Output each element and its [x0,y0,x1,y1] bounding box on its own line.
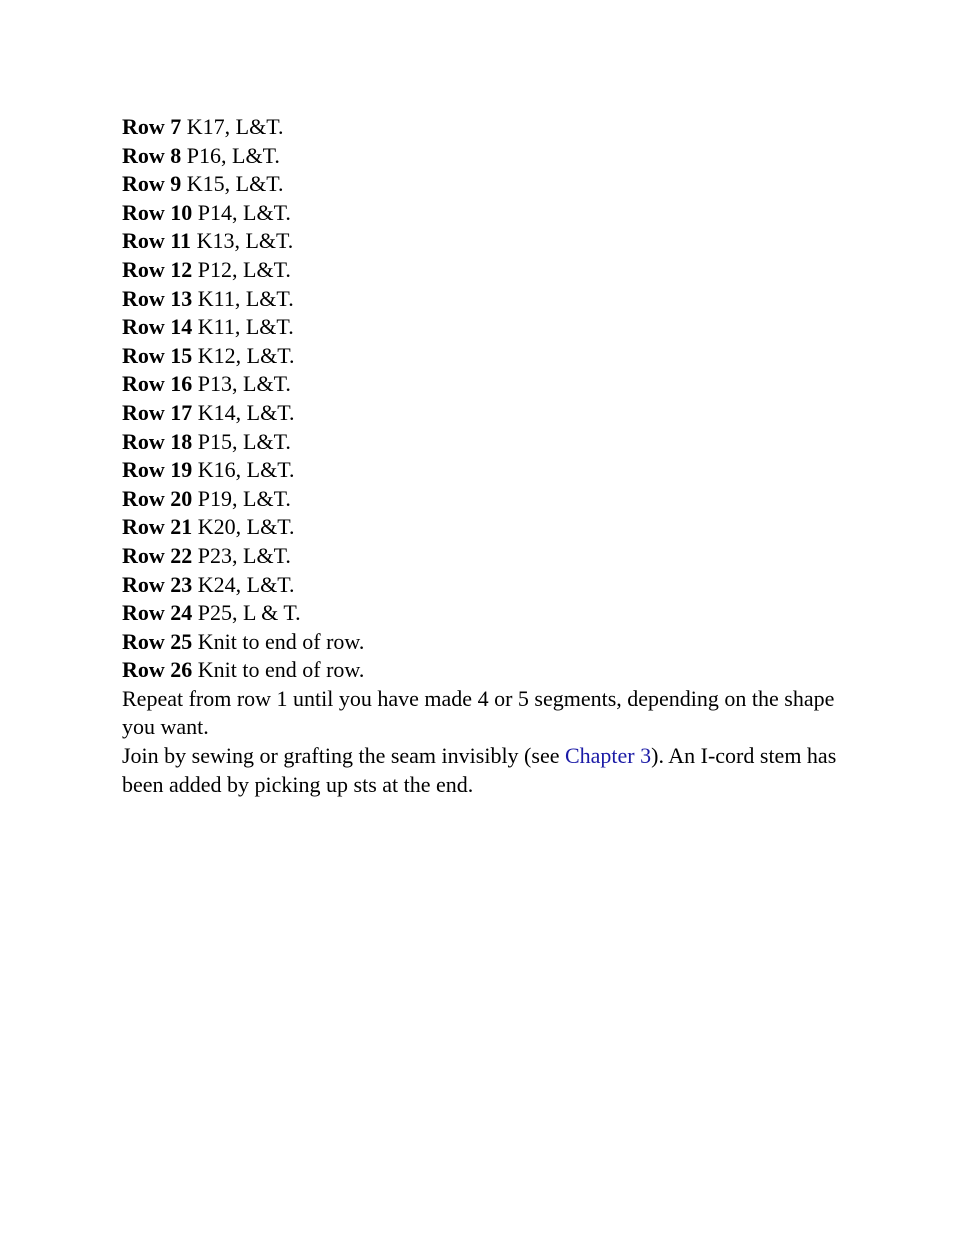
row-text: P15, L&T. [197,428,291,454]
row-label: Row 15 [122,342,193,368]
row-text: Knit to end of row. [197,657,365,683]
row-label: Row 7 [122,114,182,139]
row-label: Row 20 [122,485,193,511]
row-instruction [122,428,862,457]
row-text: P14, L&T. [197,199,291,225]
row-label: Row 13 [122,285,193,311]
join-paragraph [122,742,862,799]
row-label: Row 22 [122,542,193,568]
row-instruction [122,571,862,600]
row-label: Row 11 [122,228,192,254]
row-instructions [122,113,862,685]
row-text: K24, L&T. [197,571,295,597]
row-instruction [122,456,862,485]
row-label: Row 9 [122,171,182,197]
row-text: K16, L&T. [197,457,295,483]
row-instruction [122,199,862,228]
row-label: Row 17 [122,399,193,425]
row-label: Row 23 [122,571,193,597]
row-text: K14, L&T. [197,399,295,425]
row-label: Row 26 [122,657,193,683]
row-instruction [122,628,862,657]
row-label: Row 8 [122,142,182,168]
row-text: K15, L&T. [186,171,284,197]
row-instruction [122,656,862,685]
row-instruction [122,313,862,342]
row-instruction [122,599,862,628]
row-label: Row 12 [122,256,193,282]
row-instruction [122,513,862,542]
row-instruction [122,170,862,199]
join-text-after: ). An I-cord stem has been added by picking up sts at the end. [122,743,837,797]
row-text: P25, L & T. [197,600,301,626]
row-instruction [122,142,862,171]
row-text: K11, L&T. [197,285,294,311]
row-label: Row 25 [122,628,193,654]
row-text: K13, L&T. [196,228,294,254]
row-text: K17, L&T. [186,114,284,139]
row-text: Knit to end of row. [197,628,365,654]
row-instruction [122,256,862,285]
row-instruction [122,485,862,514]
row-instruction [122,342,862,371]
row-instruction [122,227,862,256]
row-text: K20, L&T. [197,514,295,540]
row-instruction [122,370,862,399]
chapter-3-link[interactable]: Chapter 3 [564,743,652,769]
row-instruction [122,542,862,571]
row-instruction [122,399,862,428]
row-text: K12, L&T. [197,342,295,368]
repeat-paragraph: Repeat from row 1 until you have made 4 or 5 segments, depending on the shape you want. [122,685,835,740]
row-text: P23, L&T. [197,542,291,568]
row-instruction [122,285,862,314]
row-label: Row 18 [122,428,193,454]
row-label: Row 19 [122,457,193,483]
row-instruction [122,113,862,142]
row-text: K11, L&T. [197,314,294,340]
row-label: Row 16 [122,371,193,397]
row-label: Row 10 [122,199,193,225]
row-label: Row 21 [122,514,193,540]
join-text-before: Join by sewing or grafting the seam invisibly (see [122,743,565,769]
row-text: P13, L&T. [197,371,291,397]
row-text: P12, L&T. [197,256,291,282]
row-text: P19, L&T. [197,485,291,511]
row-label: Row 24 [122,600,193,626]
document-page [122,113,862,799]
row-text: P16, L&T. [186,142,280,168]
row-label: Row 14 [122,314,193,340]
